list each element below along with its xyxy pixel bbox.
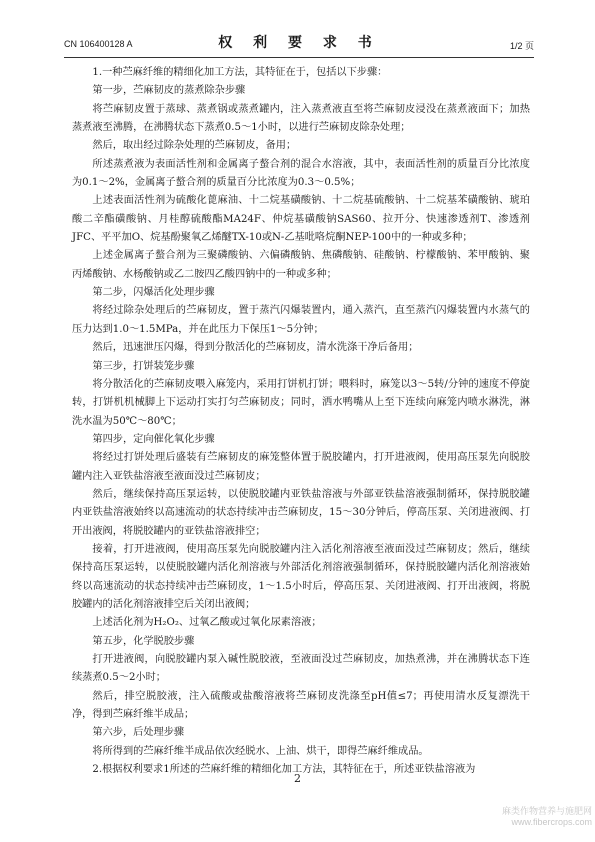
claims-body xyxy=(72,64,530,779)
paragraph: 将经过除杂处理后的苎麻韧皮，置于蒸汽闪爆装置内，通入蒸汽，直至蒸汽闪爆装置内水蒸气的压力达到1.0～1.5MPa，并在此压力下保压1～5分钟； xyxy=(72,305,530,335)
paragraph: 打开进液阀，向脱胶罐内泵入碱性脱胶液，至液面没过苎麻韧皮，加热煮沸，并在沸腾状态下连续蒸煮0.5～2小时； xyxy=(72,654,530,684)
paragraph: 接着，打开进液阀，使用高压泵先向脱胶罐内注入活化剂溶液至液面没过苎麻韧皮；然后，继续保持高压泵运转，以使脱胶罐内活化剂溶液与外部活化剂溶液强制循环，保持脱胶罐内活化剂溶液始终以高速流动的状态持续冲击苎麻韧皮，1～1.5小时后，停高压泵、关闭进液阀、打开出液阀，将脱胶罐内的活化剂溶液排空后关闭出液阀； xyxy=(72,543,530,610)
watermark xyxy=(452,806,592,828)
paragraph: 2.根据权利要求1所述的苎麻纤维的精细化加工方法，其特征在于，所述亚铁盐溶液为 xyxy=(92,764,476,776)
page-number: 2 xyxy=(294,772,301,785)
paragraph: 然后，取出经过除杂处理的苎麻韧皮，备用； xyxy=(92,140,297,152)
watermark-site-name: 麻类作物营养与施肥网 xyxy=(501,806,592,816)
paragraph: 第五步，化学脱胶步骤 xyxy=(92,635,195,647)
paragraph: 上述金属离子螯合剂为三聚磷酸钠、六偏磷酸钠、焦磷酸钠、硅酸钠、柠檬酸钠、苯甲酸钠、聚丙烯酸钠、水杨酸钠或乙二胺四乙酸四钠中的一种或多种； xyxy=(72,250,530,280)
paragraph: 1.一种苎麻纤维的精细化加工方法，其特征在于，包括以下步骤： xyxy=(92,67,388,78)
paragraph: 第六步，后处理步骤 xyxy=(92,727,185,739)
document-title: 权 利 要 求 书 xyxy=(218,35,380,51)
header-rule xyxy=(64,57,534,58)
paragraph: 然后，继续保持高压泵运转，以使脱胶罐内亚铁盐溶液与外部亚铁盐溶液强制循环，保持脱胶罐内亚铁盐溶液始终以高速流动的状态持续冲击苎麻韧皮，15～30分钟后，停高压泵、关闭进液阀、打开出液阀，将脱胶罐内的亚铁盐溶液排空； xyxy=(72,488,530,537)
paragraph: 上述表面活性剂为硫酸化蓖麻油、十二烷基磺酸钠、十二烷基硫酸钠、十二烷基苯磺酸钠、琥珀酸二辛酯磺酸钠、月桂醇硫酸酯MA24F、仲烷基磺酸钠SAS60、拉开分、快速渗透剂T、渗透剂JFC、平平加O、烷基酚聚氧乙烯醚TX-10或N-乙基吡咯烷酮NEP-100中的一种或多种； xyxy=(72,195,530,244)
paragraph: 第三步，打饼装笼步骤 xyxy=(92,360,195,372)
paragraph: 上述活化剂为H₂O₂、过氧乙酸或过氧化尿素溶液； xyxy=(92,617,322,629)
publication-number: CN 106400128 A xyxy=(64,39,133,49)
page-header xyxy=(64,30,534,54)
paragraph: 然后，迅速泄压闪爆，得到分散活化的苎麻韧皮，清水洗涤干净后备用； xyxy=(92,342,419,354)
paragraph: 所述蒸煮液为表面活性剂和金属离子螯合剂的混合水溶液，其中，表面活性剂的质量百分比浓度为0.1～2%，金属离子螯合剂的质量百分比浓度为0.3～0.5%； xyxy=(72,158,530,189)
paragraph: 将苎麻韧皮置于蒸球、蒸煮锅或蒸煮罐内，注入蒸煮液直至将苎麻韧皮浸没在蒸煮液面下；加热蒸煮液至沸腾，在沸腾状态下蒸煮0.5～1小时，以进行苎麻韧皮除杂处理； xyxy=(72,103,530,134)
paragraph: 第四步，定向催化氧化步骤 xyxy=(92,433,215,445)
watermark-url: www.fibercrops.com xyxy=(511,817,592,827)
paragraph: 将经过打饼处理后盛装有苎麻韧皮的麻笼整体置于脱胶罐内，打开进液阀，使用高压泵先向脱胶罐内注入亚铁盐溶液至液面没过苎麻韧皮； xyxy=(72,452,530,482)
paragraph: 然后，排空脱胶液，注入硫酸或盐酸溶液将苎麻韧皮洗涤至pH值≤7；再使用清水反复漂洗干净，得到苎麻纤维半成品； xyxy=(72,690,530,721)
paragraph: 第二步，闪爆活化处理步骤 xyxy=(92,287,215,299)
paragraph: 将分散活化的苎麻韧皮喂入麻笼内，采用打饼机打饼；喂料时，麻笼以3～5转/分钟的速度不停旋转，打饼机机械脚上下运动打实打匀苎麻韧皮；同时，洒水鸭嘴从上至下连续向麻笼内喷水淋洗，淋洗水温为50℃～80℃； xyxy=(72,378,530,427)
paragraph: 第一步，苎麻韧皮的蒸煮除杂步骤 xyxy=(92,85,246,97)
page-label: 1/2 页 xyxy=(509,41,534,51)
paragraph: 将所得到的苎麻纤维半成品依次经脱水、上油、烘干，即得苎麻纤维成品。 xyxy=(92,745,429,757)
